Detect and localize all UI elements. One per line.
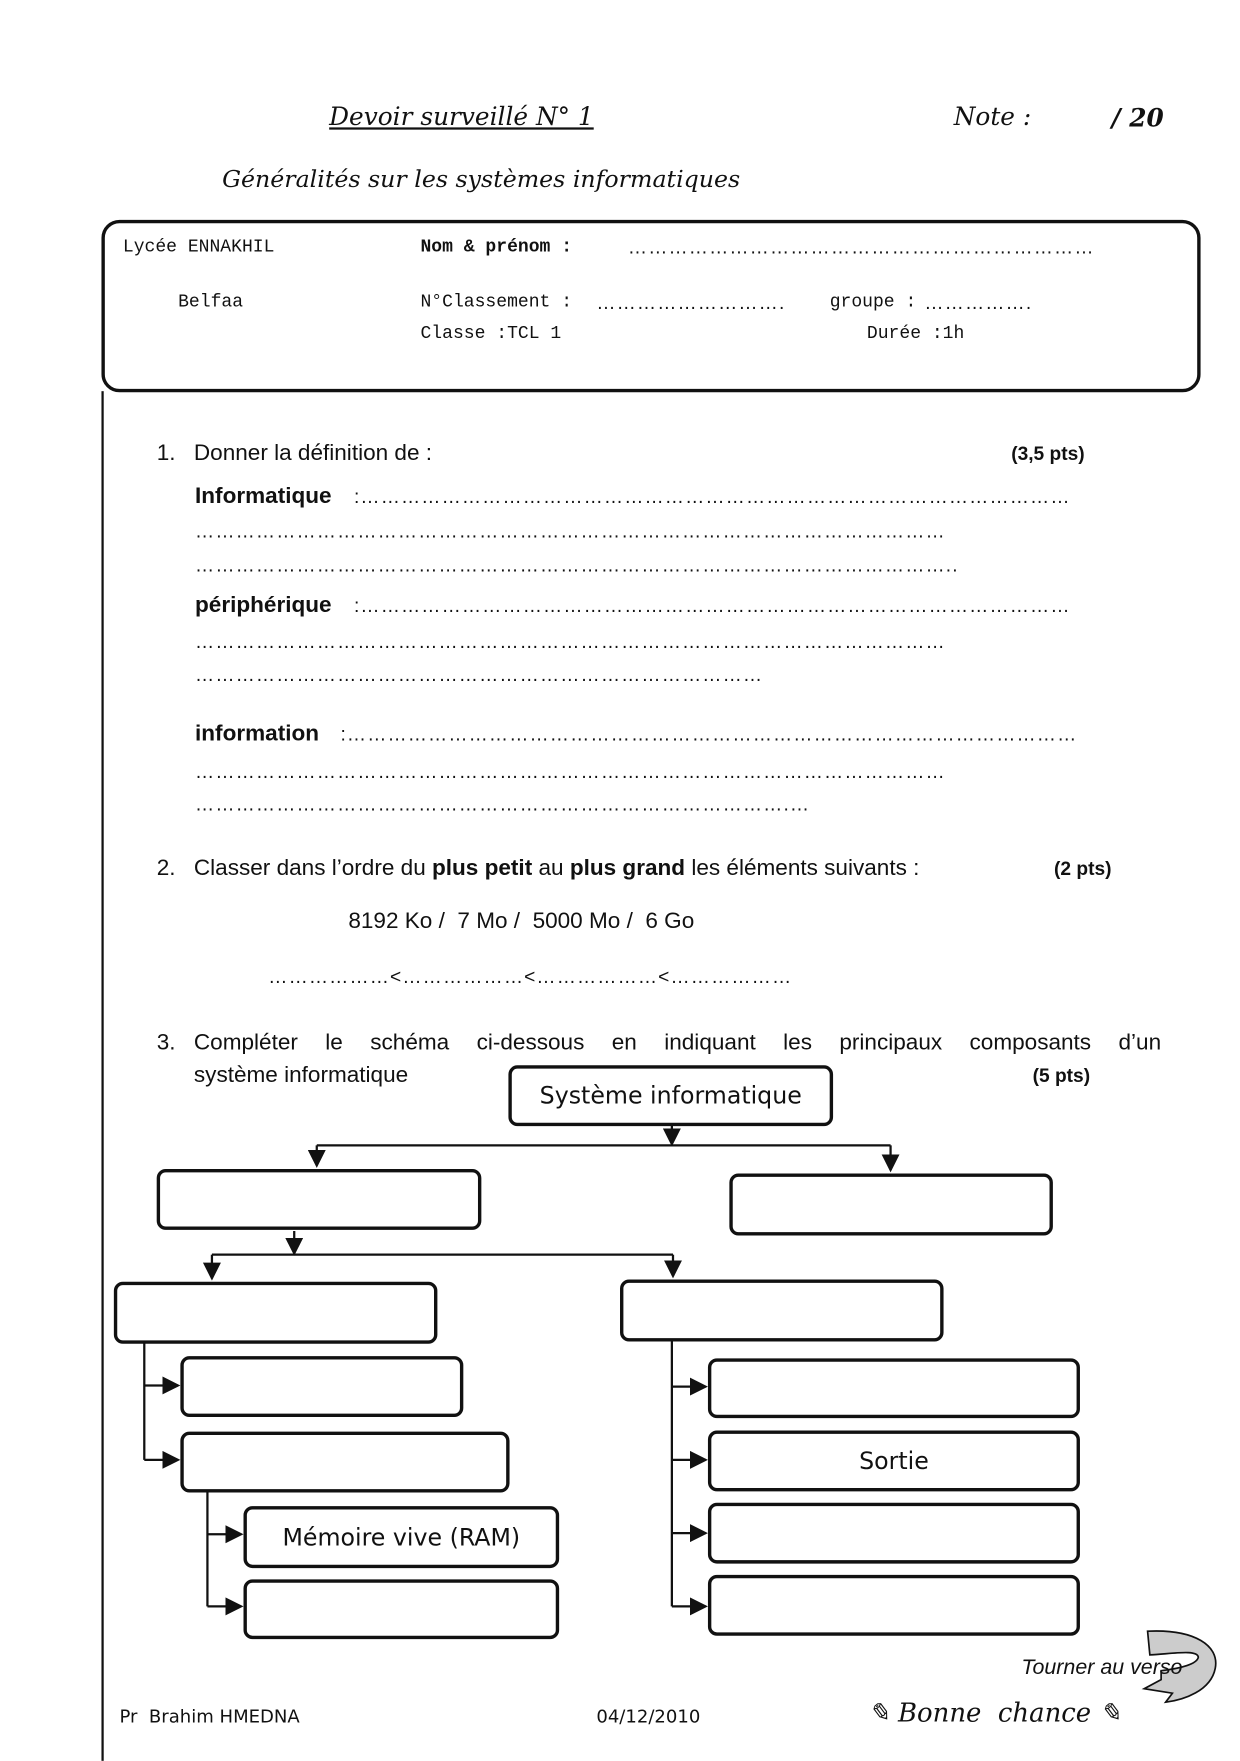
diagram-blank-box[interactable] [243, 1579, 559, 1639]
diagram-blank-box[interactable] [708, 1503, 1080, 1564]
diagram-blank-box[interactable] [157, 1169, 482, 1230]
author: Pr Brahim HMEDNA [119, 1705, 300, 1728]
diagram-blank-box[interactable] [620, 1279, 944, 1341]
q2-bold-a: plus petit [432, 855, 533, 881]
class-value: TCL 1 [507, 323, 562, 344]
note-max: / 20 [1111, 103, 1164, 134]
school-city: Belfaa [178, 291, 244, 313]
turn-page-note: Tourner au verso [1021, 1656, 1183, 1680]
answer-line[interactable]: ………………………………………………………………………………………………… [195, 760, 946, 783]
diagram-blank-box[interactable] [708, 1575, 1080, 1636]
diagram-blank-box[interactable] [114, 1282, 438, 1344]
term-peripherique: périphérique [195, 592, 332, 618]
name-label: Nom & prénom : [420, 236, 573, 258]
q2-answer-line[interactable]: ………………<………………<………………<……………… [268, 966, 793, 988]
q2-bold-b: plus grand [569, 855, 686, 881]
term-information: information [195, 721, 320, 747]
q1-points: (3,5 pts) [1011, 443, 1085, 465]
duration-label: Durée : [866, 323, 943, 344]
duration-value: 1h [942, 323, 965, 344]
q2-number: 2. [156, 855, 176, 881]
diagram-ram-box: Mémoire vive (RAM) [243, 1506, 559, 1568]
exam-date: 04/12/2010 [596, 1705, 701, 1728]
diagram-output-box: Sortie [708, 1431, 1080, 1492]
q2-text-c: les éléments suivants : [685, 855, 920, 881]
q2-text-a: Classer dans l’ordre du [193, 855, 433, 881]
name-field[interactable]: …………………………………………………………… [627, 236, 1095, 259]
diagram-root-box: Système informatique [508, 1065, 833, 1126]
answer-line[interactable]: …………………………………………………………………………….… [195, 793, 811, 816]
answer-line[interactable]: :…………………………………………………………………………………………… [353, 595, 1071, 617]
answer-line[interactable]: ………………………………………………………………………………………………….. [195, 554, 959, 577]
answer-line[interactable]: ………………………………………………………………………………………………… [195, 631, 946, 653]
answer-line[interactable]: ………………………………………………………………………………………………… [195, 520, 946, 543]
good-luck: Bonne chance [898, 1698, 1092, 1729]
q2-points: (2 pts) [1054, 857, 1112, 880]
pen-icon: ✎ [868, 1698, 890, 1729]
diagram-blank-box[interactable] [729, 1174, 1053, 1236]
rank-field[interactable]: ………………………. [596, 291, 786, 314]
answer-line[interactable]: :…………………………………………………………………………………………… [353, 485, 1071, 508]
school-name: Lycée ENNAKHIL [122, 236, 275, 258]
diagram-blank-box[interactable] [180, 1432, 509, 1493]
q2-values: 8192 Ko / 7 Mo / 5000 Mo / 6 Go [348, 908, 695, 934]
q3-number: 3. [156, 1030, 176, 1056]
exam-title: Devoir surveillé N° 1 [329, 103, 594, 132]
q3-points: (5 pts) [1032, 1065, 1091, 1087]
answer-line[interactable]: :……………………………………………………………………………………………… [340, 723, 1078, 746]
diagram-blank-box[interactable] [708, 1358, 1080, 1418]
exam-subtitle: Généralités sur les systèmes informatiques [222, 165, 741, 193]
q3-text-line2: système informatique [193, 1063, 409, 1088]
pen-icon: ✎ [1099, 1698, 1122, 1729]
rank-label: N°Classement : [420, 291, 573, 313]
q2-text-b: au [532, 855, 570, 881]
term-informatique: Informatique [195, 483, 332, 509]
class-label: Classe : [420, 323, 508, 344]
q3-text-line1: Compléter le schéma ci-dessous en indiquant les principaux composants d’un [193, 1030, 1162, 1056]
q1-number: 1. [156, 440, 176, 466]
group-field[interactable]: ……………. [924, 291, 1033, 314]
note-label: Note : [953, 103, 1032, 132]
diagram-blank-box[interactable] [180, 1356, 463, 1417]
group-label: groupe : [829, 291, 917, 313]
q1-text: Donner la définition de : [193, 440, 433, 466]
answer-line[interactable]: ………………………………………………………………………… [195, 663, 764, 686]
